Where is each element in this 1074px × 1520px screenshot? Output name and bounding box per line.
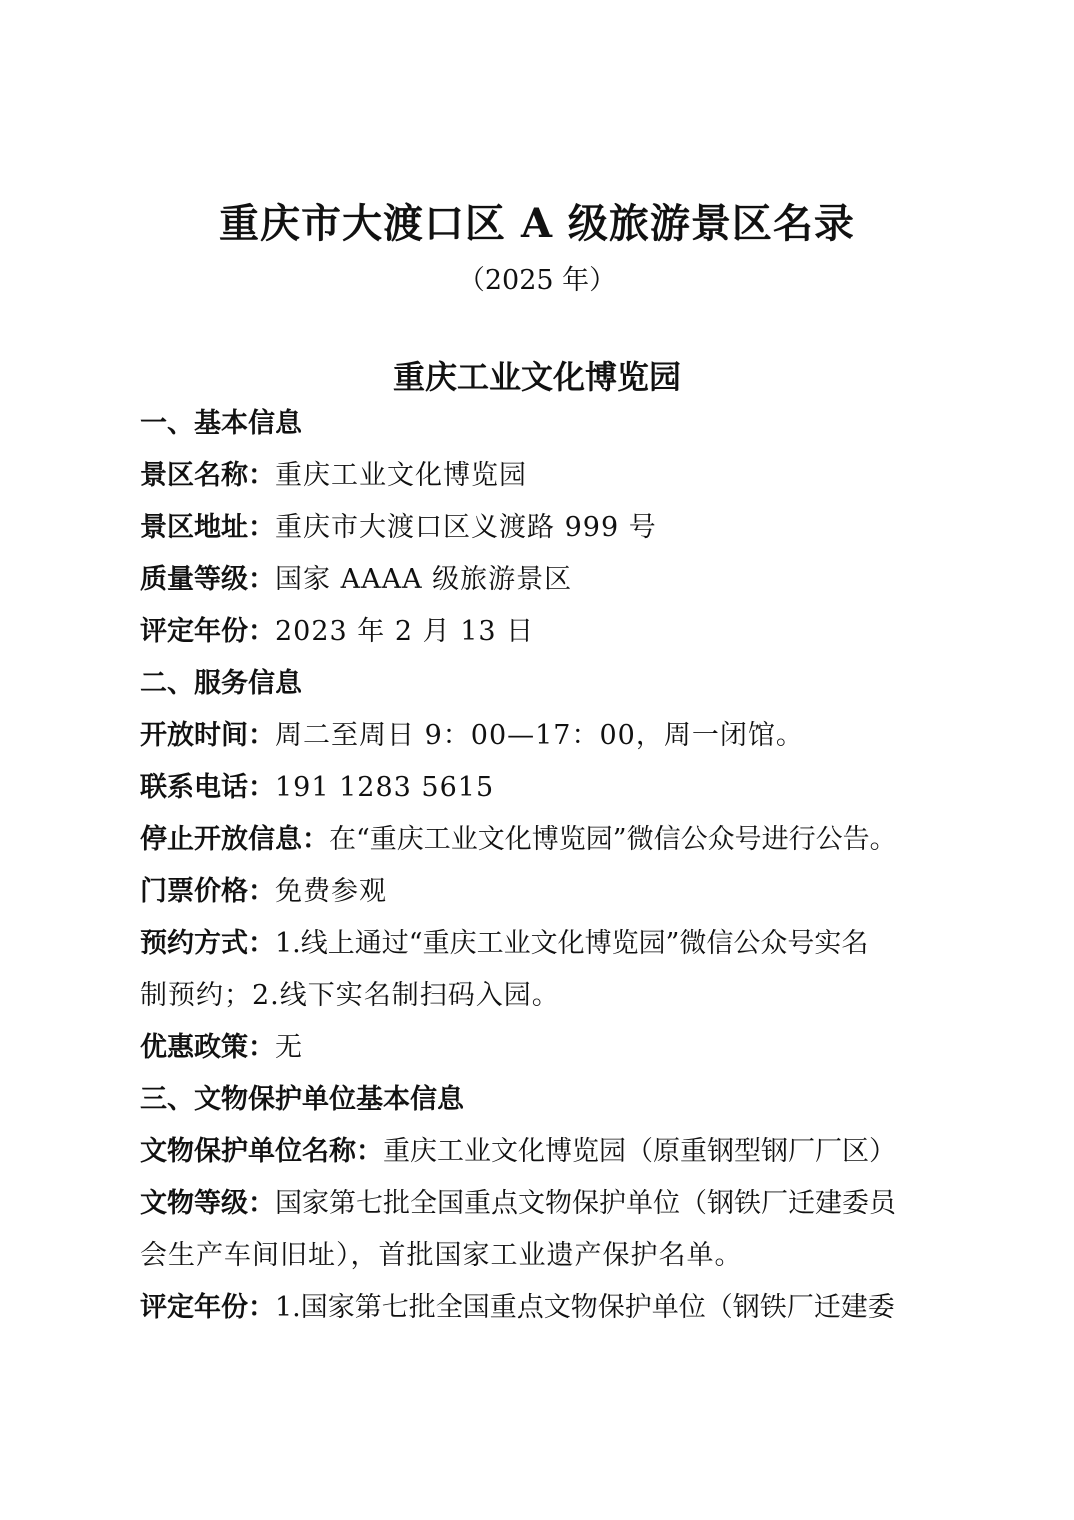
- field-value: 国家 AAAA 级旅游景区: [275, 564, 573, 595]
- field-value: 周二至周日 9：00—17：00，周一闭馆。: [275, 720, 804, 751]
- document-year: （2025 年）: [457, 265, 617, 296]
- section-heading-heritage: 三、文物保护单位基本信息: [140, 1084, 464, 1115]
- document-title: 重庆市大渡口区 A 级旅游景区名录: [219, 200, 855, 247]
- field-label: 开放时间：: [140, 720, 275, 751]
- field-value: 制预约；2.线下实名制扫码入园。: [140, 980, 560, 1011]
- field-phone: [140, 762, 940, 814]
- field-label: 质量等级：: [140, 564, 275, 595]
- field-value: 在“重庆工业文化博览园”微信公众号进行公告。: [329, 824, 897, 855]
- field-opening-hours: [140, 710, 940, 762]
- field-heritage-rated: [140, 1282, 940, 1334]
- document-body: [140, 398, 940, 1334]
- field-quality-grade: [140, 554, 940, 606]
- field-label: 景区地址：: [140, 512, 275, 543]
- field-value: 国家第七批全国重点文物保护单位（钢铁厂迁建委员: [275, 1188, 896, 1219]
- field-label: 停止开放信息：: [140, 824, 329, 855]
- section-heading-service: 二、服务信息: [140, 668, 302, 699]
- field-label: 门票价格：: [140, 876, 275, 907]
- field-value: 会生产车间旧址），首批国家工业遗产保护名单。: [140, 1240, 743, 1271]
- field-label: 评定年份：: [140, 616, 275, 647]
- field-booking-method: [140, 918, 940, 970]
- field-discount-policy: [140, 1022, 940, 1074]
- field-value: 重庆工业文化博览园（原重钢型钢厂厂区）: [383, 1136, 896, 1167]
- field-closure-info: [140, 814, 940, 866]
- field-label: 优惠政策：: [140, 1032, 275, 1063]
- field-heritage-level: [140, 1178, 940, 1230]
- field-label: 景区名称：: [140, 460, 275, 491]
- field-rated-date: [140, 606, 940, 658]
- field-label: 预约方式：: [140, 928, 275, 959]
- field-label: 联系电话：: [140, 772, 275, 803]
- field-value: 无: [275, 1032, 303, 1063]
- field-value: 1.线上通过“重庆工业文化博览园”微信公众号实名: [275, 928, 869, 959]
- field-label: 文物保护单位名称：: [140, 1136, 383, 1167]
- field-scenic-name: [140, 450, 940, 502]
- field-heritage-unit: [140, 1126, 940, 1178]
- field-ticket-price: [140, 866, 940, 918]
- field-value: 重庆工业文化博览园: [275, 460, 527, 491]
- field-value: 191 1283 5615: [275, 772, 495, 803]
- field-booking-method-cont: [140, 970, 940, 1022]
- field-value: 2023 年 2 月 13 日: [275, 616, 535, 647]
- scenic-area-title: 重庆工业文化博览园: [392, 358, 681, 396]
- field-value: 重庆市大渡口区义渡路 999 号: [275, 512, 657, 543]
- field-label: 文物等级：: [140, 1188, 275, 1219]
- field-value: 免费参观: [275, 876, 387, 907]
- section-heading-basic: 一、基本信息: [140, 408, 302, 439]
- field-scenic-address: [140, 502, 940, 554]
- field-label: 评定年份：: [140, 1292, 275, 1323]
- field-heritage-level-cont: [140, 1230, 940, 1282]
- field-value: 1.国家第七批全国重点文物保护单位（钢铁厂迁建委: [275, 1292, 895, 1323]
